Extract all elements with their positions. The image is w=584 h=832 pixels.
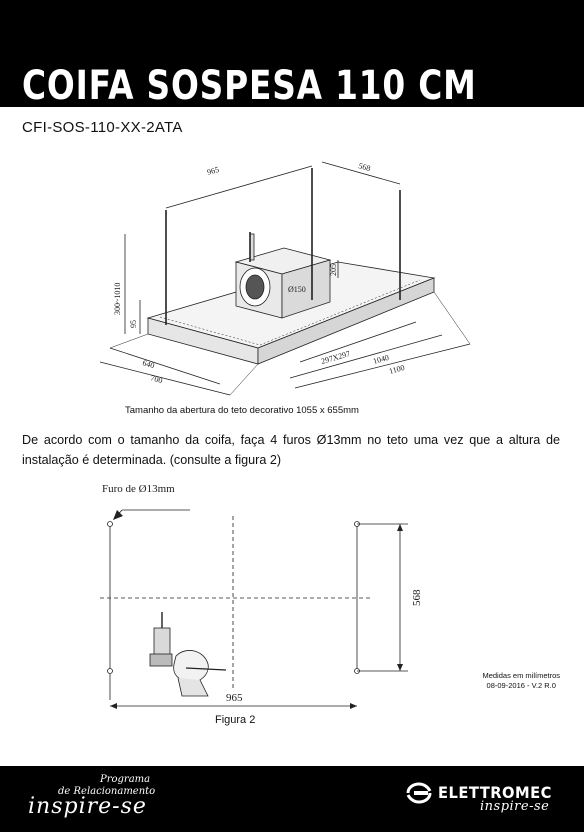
program-line2: de Relacionamento [58, 786, 156, 797]
dim-150: Ø150 [288, 285, 306, 294]
program-name: inspire-se [28, 794, 147, 819]
dim-965-fig2: 965 [226, 692, 243, 704]
dim-205: 205 [329, 264, 338, 276]
brand-logo-icon [404, 781, 434, 805]
model-code: CFI-SOS-110-XX-2ATA [22, 119, 183, 136]
dim-1040: 1040 [372, 352, 390, 366]
page-title: COIFA SOSPESA 110 CM [22, 63, 477, 109]
note-version: 08-09-2016 - V.2 R.0 [486, 680, 556, 690]
dim-95: 95 [129, 320, 138, 328]
figure1-caption: Tamanho da abertura do teto decorativo 1055 x 655mm [125, 405, 359, 416]
dim-568: 568 [357, 161, 372, 174]
drill-icon [150, 612, 226, 696]
figure2-label: Figura 2 [215, 714, 256, 726]
dim-1100: 1100 [388, 362, 406, 376]
dim-568-fig2: 568 [411, 589, 423, 606]
hole-label: Furo de Ø13mm [102, 483, 175, 495]
brand-tagline: inspire-se [480, 799, 550, 814]
dim-297: 297X297 [320, 349, 352, 366]
drilling-diagram [90, 478, 490, 713]
brand-name: ELETTROMEC [438, 783, 552, 802]
hole-top-left [108, 522, 113, 527]
header-banner [0, 0, 584, 107]
hood-isometric-drawing [90, 150, 560, 410]
dim-965: 965 [206, 164, 221, 177]
note-units: Medidas em milímetros [482, 671, 560, 680]
measurement-note [482, 671, 560, 690]
dim-640: 640 [141, 358, 156, 371]
dim-300-1010: 300~1010 [113, 282, 122, 315]
hole-bottom-left [108, 669, 113, 674]
dim-700: 700 [149, 373, 164, 386]
program-line1: Programa [100, 774, 151, 785]
instruction-text: De acordo com o tamanho da coifa, faça 4 furos Ø13mm no teto uma vez que a altura de instalação é determinada. (consulte a figura 2) [22, 433, 560, 467]
brand-block [404, 781, 564, 821]
